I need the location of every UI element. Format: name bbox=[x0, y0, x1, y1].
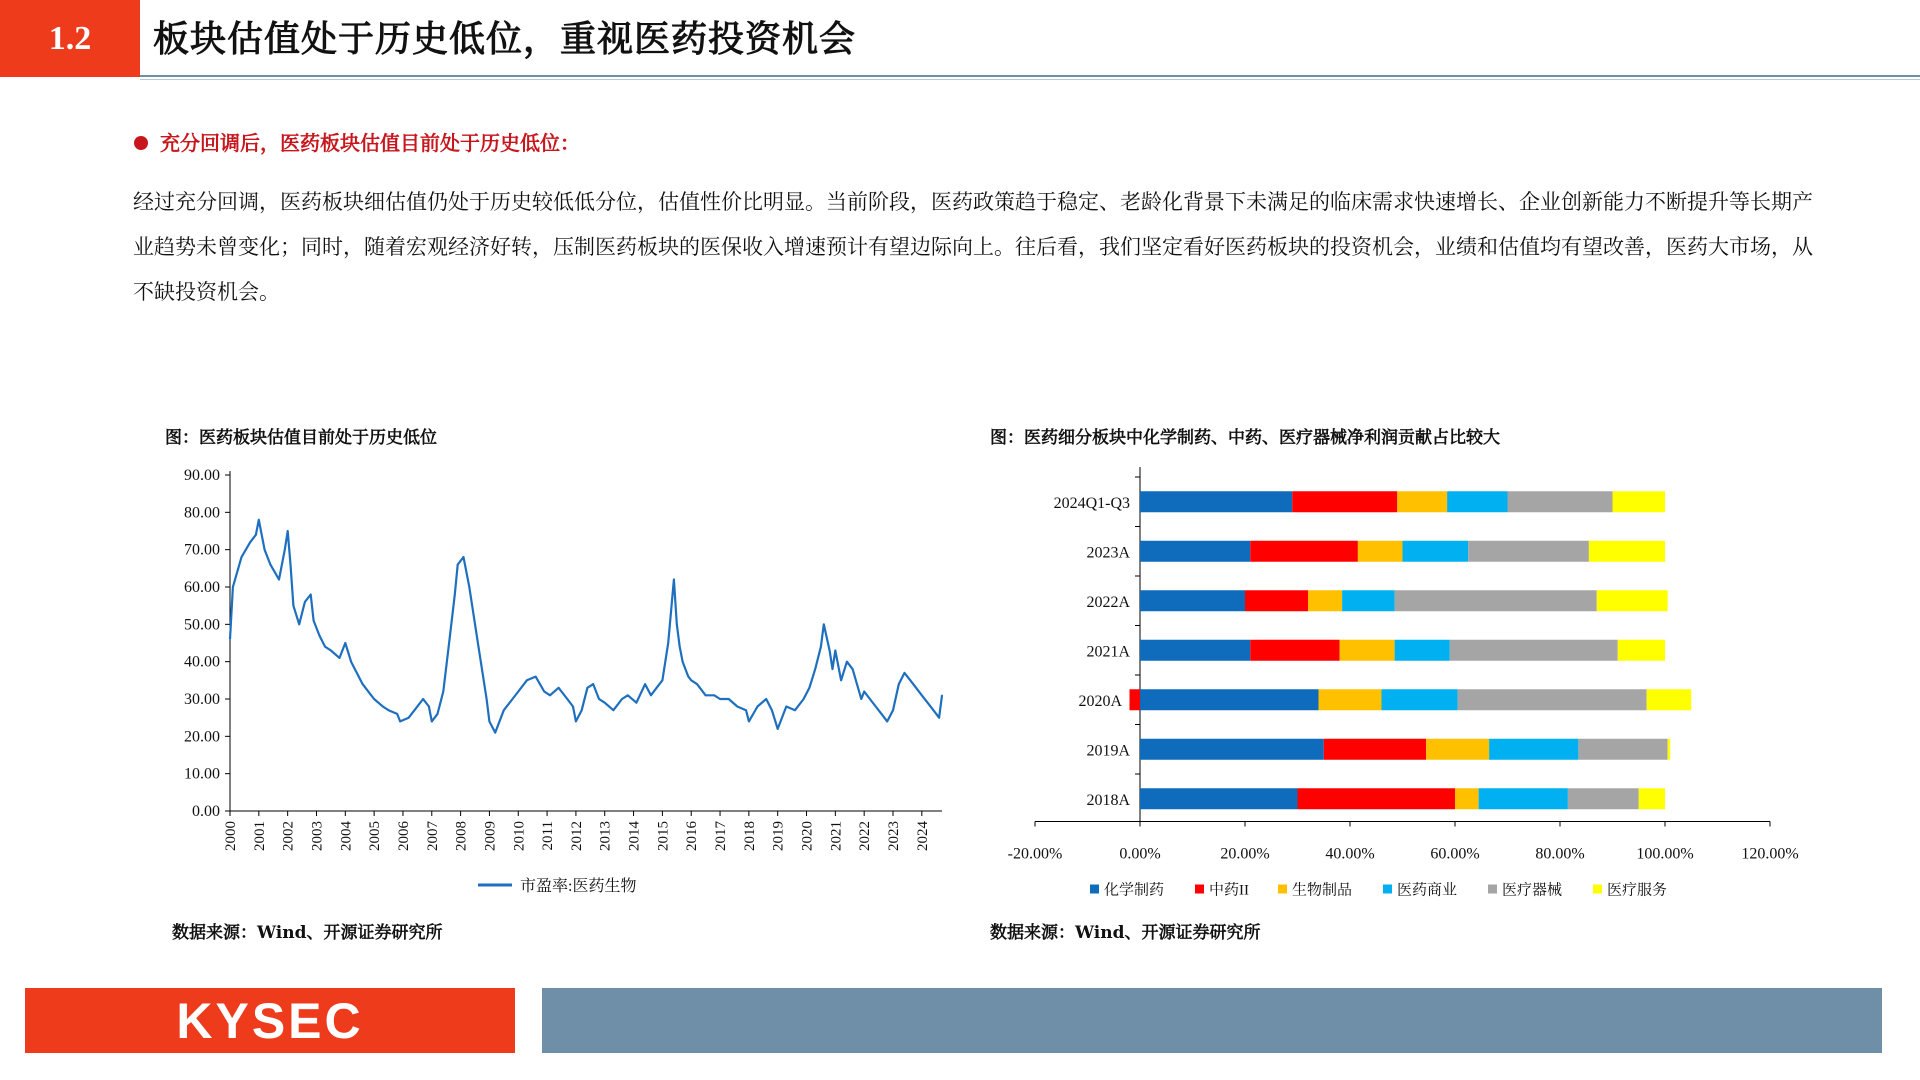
pe-data-point bbox=[422, 698, 424, 700]
pe-data-point bbox=[627, 694, 629, 696]
pe-data-point bbox=[287, 530, 289, 532]
x-tick-label: 2013 bbox=[597, 821, 614, 851]
bar-segment bbox=[1395, 590, 1597, 611]
bar-segment bbox=[1568, 788, 1639, 809]
pe-data-point bbox=[673, 579, 675, 581]
x-tick-label: 2019 bbox=[770, 821, 787, 851]
x-tick-label: 2004 bbox=[338, 821, 355, 851]
pe-data-point bbox=[823, 624, 825, 626]
bar-segment bbox=[1597, 590, 1668, 611]
y-tick-label: 20.00 bbox=[184, 728, 220, 746]
pe-data-point bbox=[396, 713, 398, 715]
pe-data-point bbox=[777, 728, 779, 730]
bar-segment bbox=[1468, 541, 1589, 562]
pe-data-point bbox=[526, 680, 528, 682]
bar-segment bbox=[1458, 689, 1647, 710]
pe-data-point bbox=[572, 706, 574, 708]
pe-data-point bbox=[249, 541, 251, 543]
pe-data-point bbox=[794, 709, 796, 711]
pe-data-point bbox=[765, 698, 767, 700]
pe-data-point bbox=[241, 556, 243, 558]
x-tick-label: 2006 bbox=[395, 821, 412, 851]
pe-data-point bbox=[598, 698, 600, 700]
x-tick-label: 80.00% bbox=[1535, 845, 1585, 863]
y-tick-label: 0.00 bbox=[192, 803, 220, 820]
pe-data-point bbox=[304, 601, 306, 603]
pe-data-point bbox=[803, 698, 805, 700]
bar-segment bbox=[1508, 491, 1613, 512]
pe-data-point bbox=[688, 676, 690, 678]
kysec-logo: KYSEC bbox=[25, 988, 515, 1053]
pe-data-point bbox=[313, 620, 315, 622]
pe-data-point bbox=[941, 694, 943, 696]
legend-label: 医疗服务 bbox=[1607, 882, 1668, 899]
pe-data-point bbox=[676, 624, 678, 626]
pe-data-point bbox=[748, 721, 750, 723]
bar-segment bbox=[1397, 491, 1447, 512]
y-category-label: 2020A bbox=[1078, 692, 1122, 710]
x-tick-label: 2011 bbox=[540, 821, 557, 851]
y-tick-label: 70.00 bbox=[184, 541, 220, 559]
bar-segment bbox=[1578, 739, 1667, 760]
bar-segment bbox=[1250, 640, 1339, 661]
bar-segment bbox=[1358, 541, 1403, 562]
pe-data-point bbox=[558, 687, 560, 689]
pe-data-point bbox=[362, 683, 364, 685]
bar-segment bbox=[1647, 689, 1692, 710]
pe-data-point bbox=[319, 635, 321, 637]
y-category-label: 2021A bbox=[1086, 643, 1130, 661]
pe-data-point bbox=[846, 661, 848, 663]
pe-data-point bbox=[696, 683, 698, 685]
bar-segment bbox=[1140, 491, 1292, 512]
pe-data-point bbox=[650, 694, 652, 696]
bar-segment bbox=[1140, 788, 1298, 809]
x-tick-label: 0.00% bbox=[1119, 845, 1161, 863]
pe-data-point bbox=[373, 698, 375, 700]
right-chart-source: 数据来源：Wind、开源证券研究所 bbox=[990, 923, 1261, 943]
x-tick-label: 2012 bbox=[568, 821, 585, 851]
pe-data-point bbox=[860, 698, 862, 700]
pe-data-point bbox=[875, 706, 877, 708]
bar-segment bbox=[1589, 541, 1665, 562]
pe-data-point bbox=[535, 676, 537, 678]
pe-data-point bbox=[636, 702, 638, 704]
y-tick-label: 90.00 bbox=[184, 467, 220, 484]
y-category-label: 2023A bbox=[1086, 544, 1130, 562]
pe-data-point bbox=[454, 594, 456, 596]
x-tick-label: 2009 bbox=[482, 821, 499, 851]
bar-segment bbox=[1130, 689, 1141, 710]
pe-data-point bbox=[938, 717, 940, 719]
bar-segment bbox=[1668, 739, 1671, 760]
pe-data-point bbox=[408, 717, 410, 719]
pe-data-point bbox=[310, 594, 312, 596]
pe-data-point bbox=[270, 564, 272, 566]
bar-segment bbox=[1298, 788, 1456, 809]
pe-data-point bbox=[356, 672, 358, 674]
bar-segment bbox=[1340, 640, 1395, 661]
pe-data-point bbox=[662, 680, 664, 682]
pe-data-point bbox=[382, 706, 384, 708]
pe-data-point bbox=[489, 721, 491, 723]
pe-data-point bbox=[293, 605, 295, 607]
pe-data-point bbox=[786, 706, 788, 708]
y-tick-label: 10.00 bbox=[184, 765, 220, 783]
pe-data-point bbox=[682, 661, 684, 663]
pe-data-point bbox=[298, 624, 300, 626]
pe-data-point bbox=[835, 650, 837, 652]
pe-data-point bbox=[428, 706, 430, 708]
bar-segment bbox=[1613, 491, 1666, 512]
x-tick-label: 2018 bbox=[741, 821, 758, 851]
x-tick-label: 20.00% bbox=[1220, 845, 1270, 863]
pe-data-point bbox=[592, 683, 594, 685]
pe-data-point bbox=[350, 661, 352, 663]
bullet-heading: 充分回调后，医药板块估值目前处于历史低位： bbox=[160, 131, 580, 155]
legend-swatch bbox=[1195, 885, 1204, 894]
bar-segment bbox=[1639, 788, 1665, 809]
x-tick-label: 100.00% bbox=[1636, 845, 1694, 863]
pe-data-point bbox=[284, 549, 286, 551]
pe-data-point bbox=[339, 657, 341, 659]
x-tick-label: 2002 bbox=[280, 821, 297, 851]
pe-data-point bbox=[503, 709, 505, 711]
pe-data-point bbox=[255, 534, 257, 536]
pe-data-point bbox=[713, 694, 715, 696]
pe-data-point bbox=[575, 721, 577, 723]
x-tick-label: 2023 bbox=[885, 821, 902, 851]
bar-segment bbox=[1292, 491, 1397, 512]
pe-data-point bbox=[757, 706, 759, 708]
y-tick-label: 60.00 bbox=[184, 579, 220, 596]
legend-swatch bbox=[1383, 885, 1392, 894]
x-tick-label: 2020 bbox=[799, 821, 816, 851]
x-tick-label: 2014 bbox=[626, 821, 643, 851]
pe-data-point bbox=[258, 519, 260, 521]
segment-stacked-bar-chart bbox=[980, 455, 1840, 905]
legend-label: 化学制药 bbox=[1104, 882, 1165, 899]
legend-swatch bbox=[1278, 885, 1287, 894]
pe-data-point bbox=[604, 702, 606, 704]
pe-data-point bbox=[278, 579, 280, 581]
bar-segment bbox=[1308, 590, 1342, 611]
y-tick-label: 50.00 bbox=[184, 616, 220, 634]
bar-segment bbox=[1395, 640, 1450, 661]
pe-data-point bbox=[517, 691, 519, 693]
bar-segment bbox=[1140, 640, 1250, 661]
legend-swatch bbox=[1593, 885, 1602, 894]
pe-data-point bbox=[264, 549, 266, 551]
bar-segment bbox=[1489, 739, 1578, 760]
pe-data-point bbox=[543, 691, 545, 693]
x-tick-label: 2000 bbox=[223, 821, 239, 851]
pe-data-point bbox=[477, 642, 479, 644]
bar-segment bbox=[1324, 739, 1426, 760]
x-tick-label: 120.00% bbox=[1741, 845, 1799, 863]
footer-bar bbox=[542, 988, 1882, 1053]
x-tick-label: 2007 bbox=[424, 821, 441, 851]
pe-data-point bbox=[370, 694, 372, 696]
x-tick-label: 40.00% bbox=[1325, 845, 1375, 863]
legend-label: 医药商业 bbox=[1397, 882, 1458, 899]
bar-segment bbox=[1319, 689, 1382, 710]
x-tick-label: 2005 bbox=[367, 821, 384, 851]
legend-label: 医疗器械 bbox=[1502, 882, 1563, 899]
pe-data-point bbox=[229, 638, 231, 640]
x-tick-label: -20.00% bbox=[1007, 845, 1063, 863]
pe-data-point bbox=[512, 698, 514, 700]
bar-segment bbox=[1140, 541, 1250, 562]
pe-data-point bbox=[820, 646, 822, 648]
x-tick-label: 2001 bbox=[251, 821, 268, 851]
legend-swatch bbox=[1488, 885, 1497, 894]
pe-data-point bbox=[737, 706, 739, 708]
header-divider-thin bbox=[140, 79, 1920, 80]
left-chart-title: 图：医药板块估值目前处于历史低位 bbox=[165, 428, 437, 448]
bar-segment bbox=[1447, 491, 1507, 512]
bar-segment bbox=[1140, 590, 1245, 611]
pe-data-point bbox=[345, 642, 347, 644]
pe-data-point bbox=[656, 687, 658, 689]
pe-data-point bbox=[863, 691, 865, 693]
x-tick-label: 2003 bbox=[309, 821, 326, 851]
pe-data-point bbox=[719, 698, 721, 700]
pe-data-point bbox=[324, 646, 326, 648]
y-category-label: 2022A bbox=[1086, 593, 1130, 611]
bar-segment bbox=[1140, 739, 1324, 760]
bar-segment bbox=[1479, 788, 1568, 809]
bar-segment bbox=[1618, 640, 1665, 661]
x-tick-label: 2010 bbox=[511, 821, 528, 851]
pe-data-point bbox=[443, 691, 445, 693]
section-number: 1.2 bbox=[0, 0, 140, 77]
pe-data-point bbox=[494, 732, 496, 734]
bar-segment bbox=[1140, 689, 1319, 710]
left-chart-source: 数据来源：Wind、开源证券研究所 bbox=[172, 923, 443, 943]
pe-data-point bbox=[809, 687, 811, 689]
pe-data-point bbox=[771, 709, 773, 711]
pe-data-point bbox=[909, 680, 911, 682]
legend-label: 市盈率:医药生物 bbox=[520, 878, 637, 895]
bar-segment bbox=[1342, 590, 1395, 611]
legend-label: 中药II bbox=[1209, 882, 1249, 899]
pe-data-point bbox=[587, 687, 589, 689]
bullet-dot-icon bbox=[134, 136, 148, 150]
y-category-label: 2024Q1-Q3 bbox=[1053, 494, 1130, 512]
x-tick-label: 2008 bbox=[453, 821, 470, 851]
pe-data-point bbox=[728, 698, 730, 700]
pe-data-point bbox=[644, 683, 646, 685]
x-tick-label: 2024 bbox=[914, 821, 931, 851]
header-divider bbox=[140, 75, 1920, 77]
y-category-label: 2018A bbox=[1086, 791, 1130, 809]
pe-data-point bbox=[437, 713, 439, 715]
x-tick-label: 2015 bbox=[655, 821, 672, 851]
pe-data-point bbox=[463, 556, 465, 558]
pe-data-point bbox=[232, 586, 234, 588]
body-paragraph: 经过充分回调，医药板块细估值仍处于历史较低低分位，估值性价比明显。当前阶段，医药政策趋于稳定、老龄化背景下未满足的临床需求快速增长、企业创新能力不断提升等长期产业趋势未曾变化；同时，随着宏观经济好转，压制医药板块的医保收入增速预计有望边际向上。往后看，我们坚定看好医药板块的投资机会，业绩和估值均有望改善，医药大市场，从不缺投资机会。 bbox=[133, 190, 1813, 304]
pe-data-point bbox=[388, 709, 390, 711]
pe-data-point bbox=[886, 721, 888, 723]
pe-data-point bbox=[290, 564, 292, 566]
pe-data-point bbox=[840, 680, 842, 682]
pe-data-point bbox=[566, 698, 568, 700]
pe-data-point bbox=[457, 564, 459, 566]
pe-data-point bbox=[881, 713, 883, 715]
pe-data-point bbox=[933, 709, 935, 711]
pe-data-point bbox=[549, 694, 551, 696]
legend-swatch bbox=[1090, 885, 1099, 894]
bar-segment bbox=[1245, 590, 1308, 611]
right-chart-title: 图：医药细分板块中化学制药、中药、医疗器械净利润贡献占比较大 bbox=[990, 428, 1500, 448]
pe-data-point bbox=[852, 668, 854, 670]
bar-segment bbox=[1382, 689, 1458, 710]
pe-data-point bbox=[621, 698, 623, 700]
pe-data-point bbox=[892, 709, 894, 711]
pe-line-chart bbox=[160, 455, 960, 905]
x-tick-label: 2021 bbox=[828, 821, 845, 851]
pe-data-point bbox=[869, 698, 871, 700]
bar-segment bbox=[1450, 640, 1618, 661]
page-title: 板块估值处于历史低位，重视医药投资机会 bbox=[153, 18, 857, 60]
pe-data-point bbox=[829, 650, 831, 652]
pe-data-point bbox=[448, 642, 450, 644]
legend-label: 生物制品 bbox=[1292, 882, 1353, 899]
y-tick-label: 30.00 bbox=[184, 691, 220, 708]
pe-data-point bbox=[679, 646, 681, 648]
pe-data-point bbox=[667, 642, 669, 644]
pe-data-point bbox=[581, 709, 583, 711]
pe-data-point bbox=[468, 586, 470, 588]
x-tick-label: 2016 bbox=[684, 821, 701, 851]
pe-data-point bbox=[705, 694, 707, 696]
pe-data-point bbox=[486, 698, 488, 700]
y-tick-label: 40.00 bbox=[184, 653, 220, 671]
y-tick-label: 80.00 bbox=[184, 504, 220, 522]
pe-data-point bbox=[399, 721, 401, 723]
pe-data-point bbox=[431, 721, 433, 723]
bar-segment bbox=[1455, 788, 1479, 809]
pe-data-point bbox=[814, 668, 816, 670]
bar-segment bbox=[1426, 739, 1489, 760]
pe-data-point bbox=[690, 680, 692, 682]
pe-data-point bbox=[927, 702, 929, 704]
pe-data-point bbox=[921, 694, 923, 696]
pe-data-point bbox=[904, 672, 906, 674]
pe-data-point bbox=[330, 650, 332, 652]
pe-data-point bbox=[613, 709, 615, 711]
x-tick-label: 2017 bbox=[713, 821, 730, 851]
x-tick-label: 2022 bbox=[857, 821, 874, 851]
bar-segment bbox=[1403, 541, 1469, 562]
pe-data-point bbox=[832, 668, 834, 670]
pe-data-point bbox=[898, 683, 900, 685]
x-tick-label: 60.00% bbox=[1430, 845, 1480, 863]
y-category-label: 2019A bbox=[1086, 742, 1130, 760]
pe-data-point bbox=[745, 709, 747, 711]
bar-segment bbox=[1250, 541, 1358, 562]
pe-data-point bbox=[915, 687, 917, 689]
pe-series-line bbox=[230, 520, 942, 733]
pe-data-point bbox=[414, 709, 416, 711]
